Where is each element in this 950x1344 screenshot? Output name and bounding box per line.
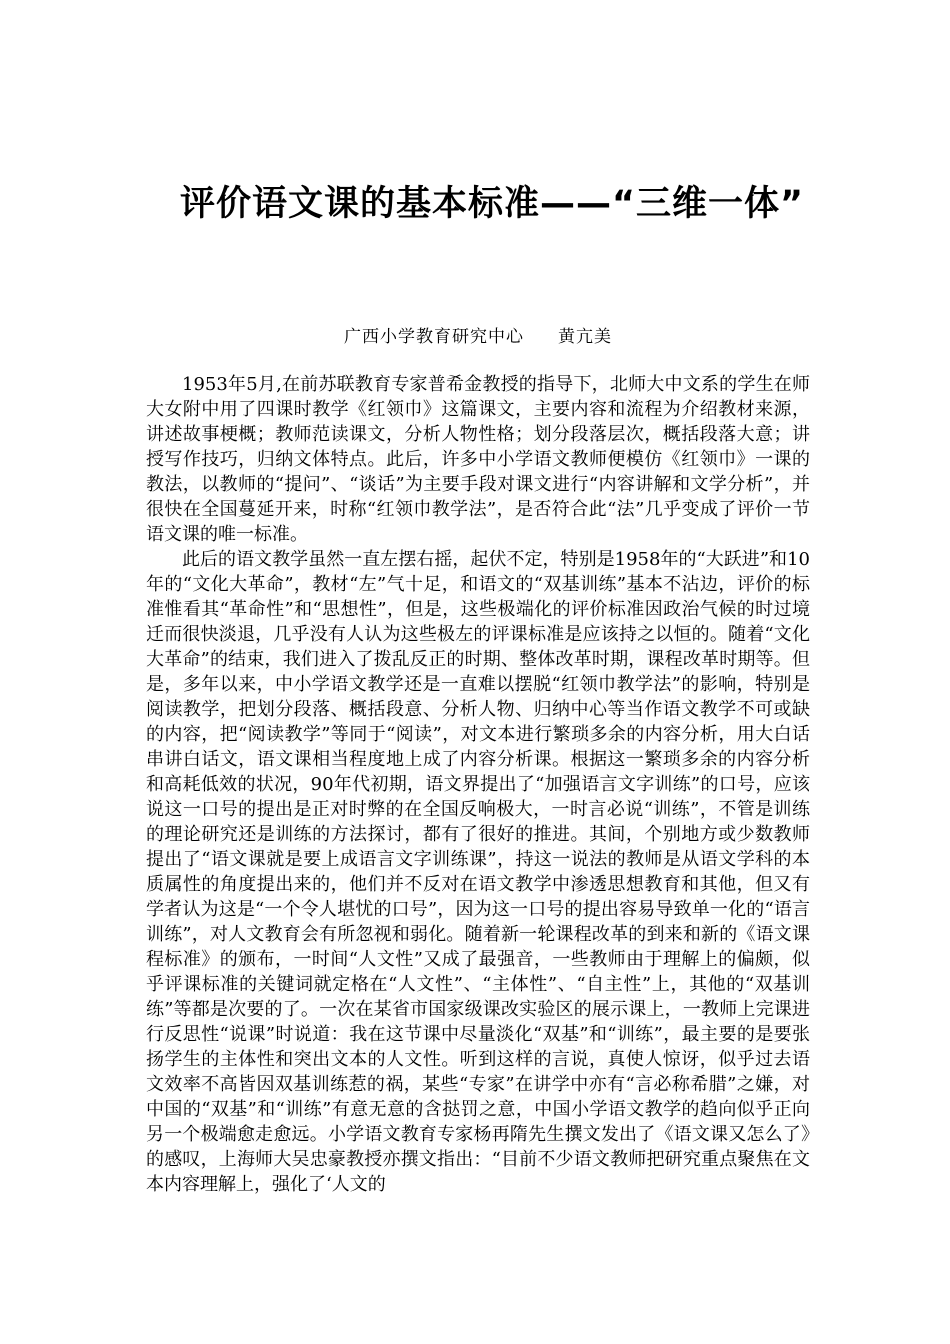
- article-body: [146, 372, 810, 1197]
- document-title: 评价语文课的基本标准——“三维一体”: [180, 184, 805, 224]
- author-name: 黄亢美: [558, 327, 612, 347]
- author-line: [146, 324, 810, 350]
- paragraph-2: 此后的语文教学虽然一直左摆右摇，起伏不定，特别是1958年的“大跃进”和10年的“文化大革命”，教材“左”气十足，和语文的“双基训练”基本不沾边，评价的标准惟看其“革命性”和“思想性”，但是，这些极端化的评价标准因政治气候的时过境迁而很快淡退，几乎没有人认为这些极左的评课标准是应该持之以恒的。随着“文化大革命”的结束，我们进入了拨乱反正的时期、整体改革时期，课程改革时期等。但是，多年以来，中小学语文教学还是一直难以摆脱“红领巾教学法”的影响，特别是阅读教学，把划分段落、概括段意、分析人物、归纳中心等当作语文教学不可或缺的内容，把“阅读教学”等同于“阅读”，对文本进行繁琐多余的内容分析，用大白话串讲白话文，语文课相当程度地上成了内容分析课。根据这一繁琐多余的内容分析和高耗低效的状况，90年代初期，语文界提出了“加强语言文字训练”的口号，应该说这一口号的提出是正对时弊的在全国反响极大，一时言必说“训练”，不管是训练的理论研究还是训练的方法探讨，都有了很好的推进。其间，个别地方或少数教师提出了“语文课就是要上成语言文字训练课”，持这一说法的教师是从语文学科的本质属性的角度提出来的，他们并不反对在语文教学中渗透思想教育和其他，但又有学者认为这是“一个令人堪忧的口号”，因为这一口号的提出容易导致单一化的“语言训练”，对人文教育会有所忽视和弱化。随着新一轮课程改革的到来和新的《语文课程标准》的颁布，一时间“人文性”又成了最强音，一些教师由于理解上的偏颇，似乎评课标准的关键词就定格在“人文性”、“主体性”、“自主性”上，其他的“双基训练”等都是次要的了。一次在某省市国家级课改实验区的展示课上，一教师上完课进行反思性“说课”时说道：我在这节课中尽量淡化“双基”和“训练”，最主要的是要张扬学生的主体性和突出文本的人文性。听到这样的言说，真使人惊讶，似乎过去语文效率不高皆因双基训练惹的祸，某些“专家”在讲学中亦有“言必称希腊”之嫌，对中国的“双基”和“训练”有意无意的含挞罚之意，中国小学语文教学的趋向似乎正向另一个极端愈走愈远。小学语文教育专家杨再隋先生撰文发出了《语文课又怎么了》的感叹，上海师大吴忠豪教授亦撰文指出：“目前不少语文教师把研究重点聚焦在文本内容理解上，强化了‘人文的: [146, 549, 810, 1195]
- paragraph-1: 1953年5月,在前苏联教育专家普希金教授的指导下，北师大中文系的学生在师大女附中用了四课时教学《红领巾》这篇课文，主要内容和流程为介绍教材来源，讲述故事梗概；教师范读课文，分析人物性格；划分段落层次，概括段落大意；讲授写作技巧，归纳文体特点。此后，许多中小学语文教师便模仿《红领巾》一课的教法，以教师的“提问”、“谈话”为主要手段对课文进行“内容讲解和文学分析”，并很快在全国蔓延开来，时称“红领巾教学法”，是否符合此“法”几乎变成了评价一节语文课的唯一标准。: [146, 374, 810, 545]
- author-institution: 广西小学教育研究中心: [344, 327, 524, 347]
